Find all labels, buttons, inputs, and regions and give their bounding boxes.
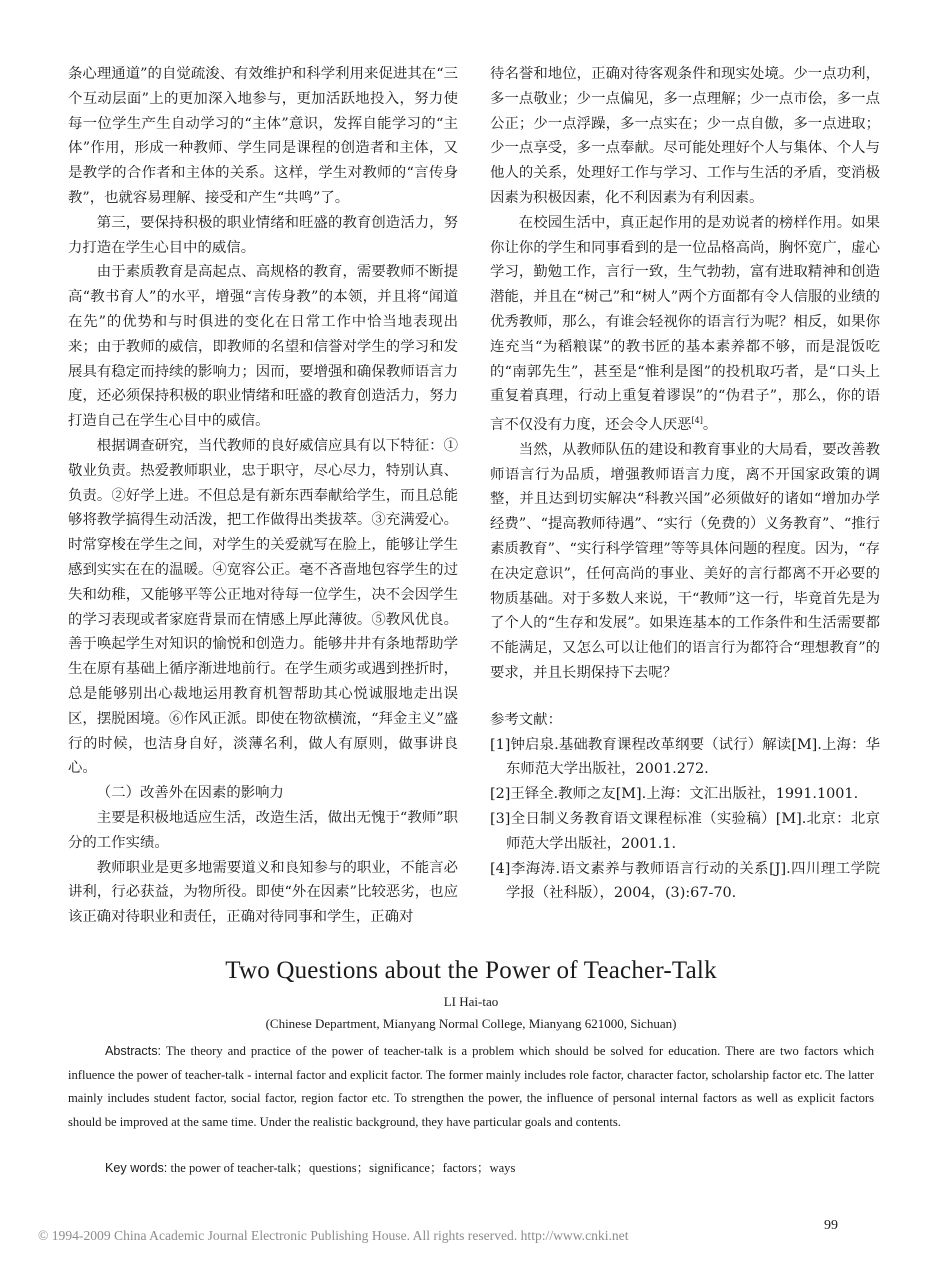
keywords-text: the power of teacher-talk；questions；significance；factors；ways xyxy=(170,1161,516,1175)
paragraph: 当然，从教师队伍的建设和教育事业的大局看，要改善教师语言行为品质，增强教师语言力度，离不开国家政策的调整，并且达到切实解决“科教兴国”必须做好的诸如“增加办学经费”、“提高教师待遇”、“实行（免费的）义务教育”、“推行素质教育”、“实行科学管理”等等具体问题的程度。因为，“存在决定意识”，任何高尚的事业、美好的言行都离不开必要的物质基础。对于多数人来说，干“教师”这一行，毕竟首先是为了个人的“生存和发展”。如果连基本的工作条件和生活需要都不能满足，又怎么可以让他们的语言行为都符合“理想教育”的要求，并且长期保持下去呢？ xyxy=(490,441,880,681)
paragraph: 条心理通道”的自觉疏浚、有效维护和科学利用来促进其在“三个互动层面”上的更加深入地参与，更加活跃地投入，努力使每一位学生产生自动学习的“主体”意识，发挥自能学习的“主体”作用，形成一种教师、学生同是课程的创造者和主体，又是教学的合作者和主体的关系。这样，学生对教师的“言传身教”，也就容易理解、接受和产生“共鸣”了。 xyxy=(68,66,458,206)
paragraph: 教师职业是更多地需要道义和良知参与的职业，不能言必讲利，行必获益，为物所役。即使“外在因素”比较恶劣，也应该正确对待职业和责任，正确对待同事和学生，正确对 xyxy=(68,859,458,926)
reference-item: [2]王铎全.教师之友[M].上海：文汇出版社，1991.1001. xyxy=(490,786,859,803)
paragraph: 主要是积极地适应生活，改造生活，做出无愧于“教师”职分的工作实绩。 xyxy=(68,809,458,851)
left-column xyxy=(68,62,458,930)
paragraph: 在校园生活中，真正起作用的是劝说者的榜样作用。如果你让你的学生和同事看到的是一位品格高尚，胸怀宽广，虚心学习，勤勉工作，言行一致，生气勃勃，富有进取精神和创造潜能，并且在“树己”和“树人”两个方面都有令人信服的业绩的优秀教师，那么，有谁会轻视你的语言行为呢？相反，如果你连充当“为稻粮谋”的教书匠的基本素养都不够，而是混饭吃的“南郭先生”，甚至是“惟利是图”的投机取巧者，是“口头上重复着真理，行动上重复着谬误”的“伪君子”，那么，你的语言不仅没有力度，还会令人厌恶[4]。 xyxy=(490,214,880,433)
reference-item: [4]李海涛.语文素养与教师语言行动的关系[J].四川理工学院学报（社科版），2004，(3):67-70. xyxy=(490,860,880,902)
paragraph: 第三，要保持积极的职业情绪和旺盛的教育创造活力，努力打造在学生心目中的威信。 xyxy=(68,214,458,256)
reference-item: [3]全日制义务教育语文课程标准（实验稿）[M].北京：北京师范大学出版社，2001.1. xyxy=(490,810,880,852)
paragraph: 待名誉和地位，正确对待客观条件和现实处境。少一点功利，多一点敬业；少一点偏见，多一点理解；少一点市侩，多一点公正；少一点浮躁，多一点实在；少一点自傲，多一点进取；少一点享受，多一点奉献。尽可能处理好个人与集体、个人与他人的关系，处理好工作与学习、工作与生活的矛盾，变消极因素为积极因素，化不利因素为有利因素。 xyxy=(490,66,880,206)
section-heading: （二）改善外在因素的影响力 xyxy=(96,785,284,802)
english-title: Two Questions about the Power of Teacher-Talk xyxy=(225,957,717,984)
english-abstract xyxy=(68,1040,874,1134)
paragraph-text: 在校园生活中，真正起作用的是劝说者的榜样作用。如果你让你的学生和同事看到的是一位品格高尚，胸怀宽广，虚心学习，勤勉工作，言行一致，生气勃勃，富有进取精神和创造潜能，并且在“树己”和“树人”两个方面都有令人信服的业绩的优秀教师，那么，有谁会轻视你的语言行为呢？相反，如果你连充当“为稻粮谋”的教书匠的基本素养都不够，而是混饭吃的“南郭先生”，甚至是“惟利是图”的投机取巧者，是“口头上重复着真理，行动上重复着谬误”的“伪君子”，那么，你的语言不仅没有力度，还会令人厌恶 xyxy=(490,214,880,433)
reference-item: [1]钟启泉.基础教育课程改革纲要（试行）解读[M].上海：华东师范大学出版社，2001.272. xyxy=(490,736,880,778)
paragraph: 由于素质教育是高起点、高规格的教育，需要教师不断提高“教书育人”的水平，增强“言传身教”的本领，并且将“闻道在先”的优势和与时俱进的变化在日常工作中恰当地表现出来；由于教师的威信，即教师的名望和信誉对学生的学习和发展具有稳定而持续的影响力；因而，要增强和确保教师语言力度，还必须保持积极的职业情绪和旺盛的教育创造活力，努力打造自己在学生心目中的威信。 xyxy=(68,264,458,430)
paragraph: 根据调查研究，当代教师的良好威信应具有以下特征：①敬业负责。热爱教师职业，忠于职守，尽心尽力，特别认真、负责。②好学上进。不但总是有新东西奉献给学生，而且总能够将教学搞得生动活泼，把工作做得出类拔萃。③充满爱心。时常穿梭在学生之间，对学生的关爱就写在脸上，能够让学生感到实实在在的温暖。④宽容公正。毫不吝啬地包容学生的过失和幼稚，又能够平等公正地对待每一位学生，决不会因学生的学习表现或者家庭背景而在情感上厚此薄彼。⑤教风优良。善于唤起学生对知识的愉悦和创造力。能够井井有条地帮助学生在原有基础上循序渐进地前行。在学生顽劣或遇到挫折时，总是能够别出心裁地运用教育机智帮助其心悦诚服地走出误区，摆脱困境。⑥作风正派。即使在物欲横流，“拜金主义”盛行的时候，也洁身自好，淡薄名利，做人有原则，做事讲良心。 xyxy=(68,437,458,777)
english-author: LI Hai-tao xyxy=(443,994,499,1009)
page-number: 99 xyxy=(824,1218,838,1233)
copyright-footer: © 1994-2009 China Academic Journal Electronic Publishing House. All rights reserved. http://www.cnki.net xyxy=(38,1228,629,1243)
english-keywords xyxy=(68,1157,874,1176)
english-affiliation: (Chinese Department, Mianyang Normal College, Mianyang 621000, Sichuan) xyxy=(265,1016,677,1031)
abstract-label: Abstracts: xyxy=(105,1044,161,1058)
abstract-text: The theory and practice of the power of teacher-talk is a problem which should be solved for education. There are two factors which influence the power of teacher-talk - internal factor and explicit factor. The former mainly includes role factor, character factor, scholarship factor etc. The latter mainly includes student factor, social factor, region factor etc. To strengthen the power, the influence of personal internal factors as well as explicit factors should be improved at the same time. Under the realistic background, they have particular goals and contents. xyxy=(68,1044,874,1129)
keywords-label: Key words: xyxy=(105,1161,168,1175)
citation-mark: [4] xyxy=(691,416,703,426)
references-title: 参考文献： xyxy=(490,711,562,728)
right-column xyxy=(490,62,880,906)
